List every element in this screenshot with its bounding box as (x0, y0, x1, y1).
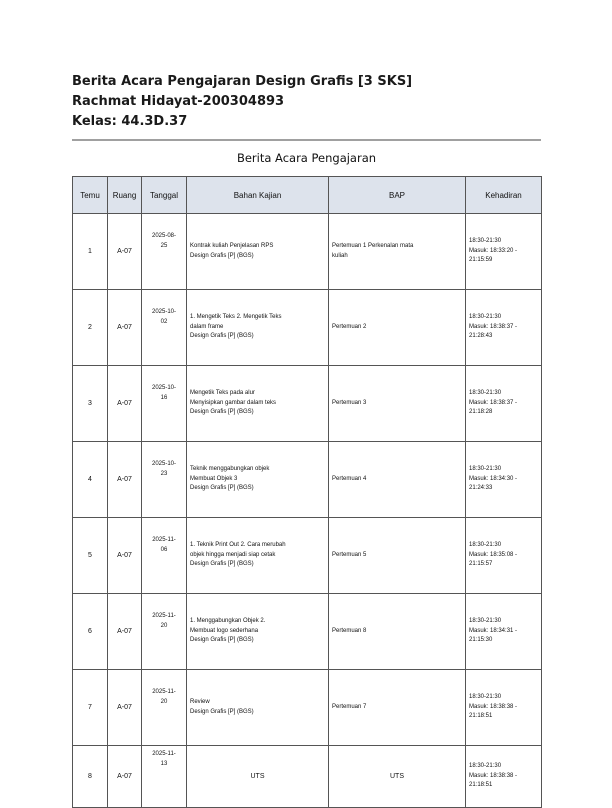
cell-kehadiran-text: 18:30-21:30 Masuk: 18:34:31 - 21:15:30 (469, 618, 518, 644)
document-header (72, 72, 542, 132)
cell-kehadiran-text: 18:30-21:30 Masuk: 18:34:30 - 21:24:33 (469, 466, 518, 492)
cell-bahan-kajian (187, 442, 329, 518)
column-header-temu: Temu (73, 177, 108, 214)
cell-kehadiran-text: 18:30-21:30 Masuk: 18:38:38 - 21:18:51 (469, 763, 518, 789)
cell-temu-text: 1 (88, 247, 92, 255)
cell-bahan-kajian-text: 1. Menggabungkan Objek 2. Membuat logo sederhana Design Grafis [P] (BGS) (190, 618, 266, 644)
cell-ruang (108, 594, 142, 670)
table-row (73, 670, 542, 746)
cell-kehadiran (466, 746, 542, 808)
cell-tanggal-text: 2025-11- 20 (152, 613, 176, 629)
cell-bap (329, 214, 466, 290)
cell-ruang (108, 214, 142, 290)
cell-temu (73, 670, 108, 746)
cell-bahan-kajian (187, 594, 329, 670)
cell-bap-text: Pertemuan 4 (332, 475, 367, 482)
cell-bap (329, 442, 466, 518)
cell-bahan-kajian-text: Mengetik Teks pada alur Menyisipkan gambar dalam teks Design Grafis [P] (BGS) (190, 390, 277, 416)
cell-temu-text: 2 (88, 323, 92, 331)
cell-tanggal (142, 594, 187, 670)
cell-temu (73, 594, 108, 670)
cell-bap-text: Pertemuan 5 (332, 551, 367, 558)
cell-temu (73, 746, 108, 808)
cell-temu (73, 214, 108, 290)
cell-bahan-kajian (187, 670, 329, 746)
cell-bahan-kajian-text: Teknik menggabungkan objek Membuat Objek 3 Design Grafis [P] (BGS) (190, 466, 270, 492)
cell-bahan-kajian (187, 518, 329, 594)
cell-tanggal-text: 2025-10- 02 (151, 309, 177, 325)
cell-ruang (108, 442, 142, 518)
cell-tanggal-text: 2025-11- 06 (152, 537, 176, 553)
cell-kehadiran (466, 594, 542, 670)
cell-bahan-kajian (187, 366, 329, 442)
cell-ruang-text: A-07 (117, 247, 132, 255)
cell-bap-text: UTS (390, 772, 404, 780)
table-title: Berita Acara Pengajaran (236, 151, 377, 165)
cell-temu (73, 442, 108, 518)
cell-ruang-text: A-07 (117, 475, 132, 483)
cell-bap-text: Pertemuan 3 (332, 399, 367, 406)
cell-tanggal-text: 2025-10- 16 (151, 385, 177, 401)
cell-tanggal-text: 2025-10- 23 (151, 461, 177, 477)
cell-bap (329, 746, 466, 808)
cell-ruang (108, 518, 142, 594)
cell-tanggal (142, 518, 187, 594)
cell-ruang-text: A-07 (117, 551, 132, 559)
column-header-kehadiran: Kehadiran (466, 177, 542, 214)
cell-kehadiran-text: 18:30-21:30 Masuk: 18:38:37 - 21:28:43 (469, 314, 518, 340)
table-row (73, 518, 542, 594)
cell-tanggal-text: 2025-11- 20 (152, 689, 176, 705)
cell-bahan-kajian-text: 1. Teknik Print Out 2. Cara merubah objek hingga menjadi siap cetak Design Grafis [P] (BGS) (190, 542, 286, 568)
cell-bap-text: Pertemuan 2 (332, 323, 367, 330)
table-row (73, 290, 542, 366)
cell-tanggal (142, 746, 187, 808)
cell-bahan-kajian-text: UTS (250, 772, 265, 780)
cell-bahan-kajian-text: Kontrak kuliah Penjelasan RPS Design Grafis [P] (BGS) (190, 243, 274, 259)
cell-kehadiran (466, 670, 542, 746)
cell-kehadiran-text: 18:30-21:30 Masuk: 18:33:20 - 21:15:59 (469, 238, 518, 264)
cell-temu-text: 4 (88, 475, 92, 483)
table-row (73, 214, 542, 290)
cell-kehadiran-text: 18:30-21:30 Masuk: 18:35:08 - 21:15:57 (469, 542, 518, 568)
cell-temu-text: 7 (88, 703, 92, 711)
cell-ruang (108, 290, 142, 366)
table-row (73, 746, 542, 808)
cell-kehadiran-text: 18:30-21:30 Masuk: 18:38:38 - 21:18:51 (469, 694, 518, 720)
cell-ruang (108, 670, 142, 746)
cell-temu-text: 3 (88, 399, 92, 407)
cell-bap (329, 670, 466, 746)
cell-temu-text: 5 (88, 551, 92, 559)
cell-tanggal (142, 214, 187, 290)
cell-bap (329, 518, 466, 594)
cell-bahan-kajian-text: 1. Mengetik Teks 2. Mengetik Teks dalam frame Design Grafis [P] (BGS) (190, 314, 282, 340)
lecturer-name: Rachmat Hidayat-200304893 (72, 94, 285, 109)
cell-tanggal (142, 366, 187, 442)
table-header-row (73, 177, 542, 214)
header-divider (72, 139, 541, 141)
cell-bap (329, 594, 466, 670)
cell-tanggal (142, 442, 187, 518)
cell-bap-text: Pertemuan 8 (332, 627, 367, 634)
table-row (73, 442, 542, 518)
cell-kehadiran (466, 214, 542, 290)
cell-bahan-kajian (187, 214, 329, 290)
cell-ruang-text: A-07 (117, 703, 132, 711)
class-label: Kelas: 44.3D.37 (72, 114, 188, 129)
cell-bap (329, 366, 466, 442)
cell-bahan-kajian (187, 746, 329, 808)
cell-temu-text: 8 (88, 772, 92, 780)
cell-temu-text: 6 (88, 627, 92, 635)
column-header-tanggal: Tanggal (142, 177, 187, 214)
cell-ruang-text: A-07 (117, 772, 132, 780)
cell-ruang (108, 366, 142, 442)
cell-bahan-kajian-text: Review Design Grafis [P] (BGS) (190, 699, 254, 715)
cell-kehadiran-text: 18:30-21:30 Masuk: 18:38:37 - 21:18:28 (469, 390, 518, 416)
document-title: Berita Acara Pengajaran Design Grafis [3 SKS] (72, 74, 413, 89)
cell-ruang-text: A-07 (117, 323, 132, 331)
column-header-ruang: Ruang (108, 177, 142, 214)
cell-ruang (108, 746, 142, 808)
cell-bap-text: Pertemuan 1 Perkenalan mata kuliah (332, 243, 414, 259)
column-header-bap: BAP (329, 177, 466, 214)
table-row (73, 594, 542, 670)
cell-ruang-text: A-07 (117, 399, 132, 407)
cell-ruang-text: A-07 (117, 627, 132, 635)
cell-kehadiran (466, 366, 542, 442)
cell-temu (73, 518, 108, 594)
cell-temu (73, 290, 108, 366)
cell-tanggal-text: 2025-08- 25 (151, 233, 177, 249)
attendance-table (72, 176, 542, 808)
cell-tanggal-text: 2025-11- 13 (152, 751, 176, 767)
column-header-bahan-kajian: Bahan Kajian (187, 177, 329, 214)
table-row (73, 366, 542, 442)
cell-bap (329, 290, 466, 366)
cell-kehadiran (466, 442, 542, 518)
cell-tanggal (142, 290, 187, 366)
cell-bahan-kajian (187, 290, 329, 366)
cell-bap-text: Pertemuan 7 (332, 703, 367, 710)
cell-tanggal (142, 670, 187, 746)
cell-kehadiran (466, 518, 542, 594)
cell-kehadiran (466, 290, 542, 366)
cell-temu (73, 366, 108, 442)
